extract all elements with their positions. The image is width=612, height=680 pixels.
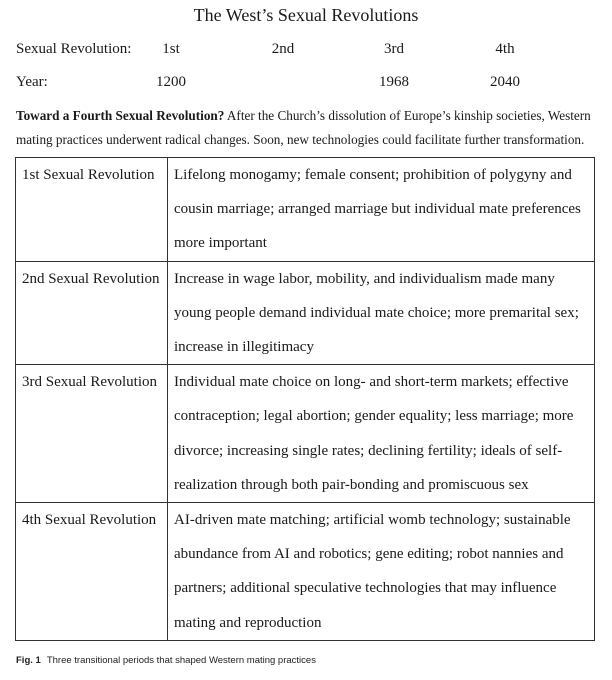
revolution-description-cell: Lifelong monogamy; female consent; prohibition of polygyny and cousin marriage; arranged marriage but individual mate preferences more important [168,158,595,262]
revolution-name-cell: 2nd Sexual Revolution [16,261,168,365]
revolution-description-cell: AI-driven mate matching; artificial womb technology; sustainable abundance from AI and robotics; gene editing; robot nannies and partners; additional speculative technologies that may influence mating and reproduction [168,503,595,641]
revolution-description-cell: Increase in wage labor, mobility, and individualism made many young people demand individual mate choice; more premarital sex; increase in illegitimacy [168,261,595,365]
year-1-value: 1200 [156,74,186,90]
intro-paragraph [16,104,600,152]
revolution-name-cell: 1st Sexual Revolution [16,158,168,262]
table-row [16,261,595,365]
figure-caption-text: Three transitional periods that shaped Western mating practices [46,655,316,666]
revolution-1-label: 1st [162,41,180,57]
intro-text: After the Church’s dissolution of Europe’s kinship societies, Western mating practices underwent radical changes. Soon, new technologies could facilitate further transformation. [16,108,591,147]
page-title: The West’s Sexual Revolutions [193,5,419,25]
revolution-2-label: 2nd [271,41,295,57]
revolution-description-cell: Individual mate choice on long- and short-term markets; effective contraception; legal abortion; gender equality; less marriage; more divorce; increasing single rates; declining fertility; ideals of self-realization through both pair-bonding and promiscuous sex [168,365,595,503]
year-3-value: 1968 [379,74,409,90]
revolution-name-cell: 4th Sexual Revolution [16,503,168,641]
year-row-label: Year: [16,74,48,90]
figure-caption [16,655,316,666]
table-row [16,158,595,262]
revolution-3-label: 3rd [384,41,404,57]
table-row [16,365,595,503]
revolution-name-cell: 3rd Sexual Revolution [16,365,168,503]
revolutions-table [15,157,595,641]
year-4-value: 2040 [490,74,520,90]
table-row [16,503,595,641]
revolution-4-label: 4th [495,41,515,57]
figure-label: Fig. 1 [16,655,41,666]
revolution-row-label: Sexual Revolution: [16,41,132,57]
intro-lead: Toward a Fourth Sexual Revolution? [16,108,225,123]
